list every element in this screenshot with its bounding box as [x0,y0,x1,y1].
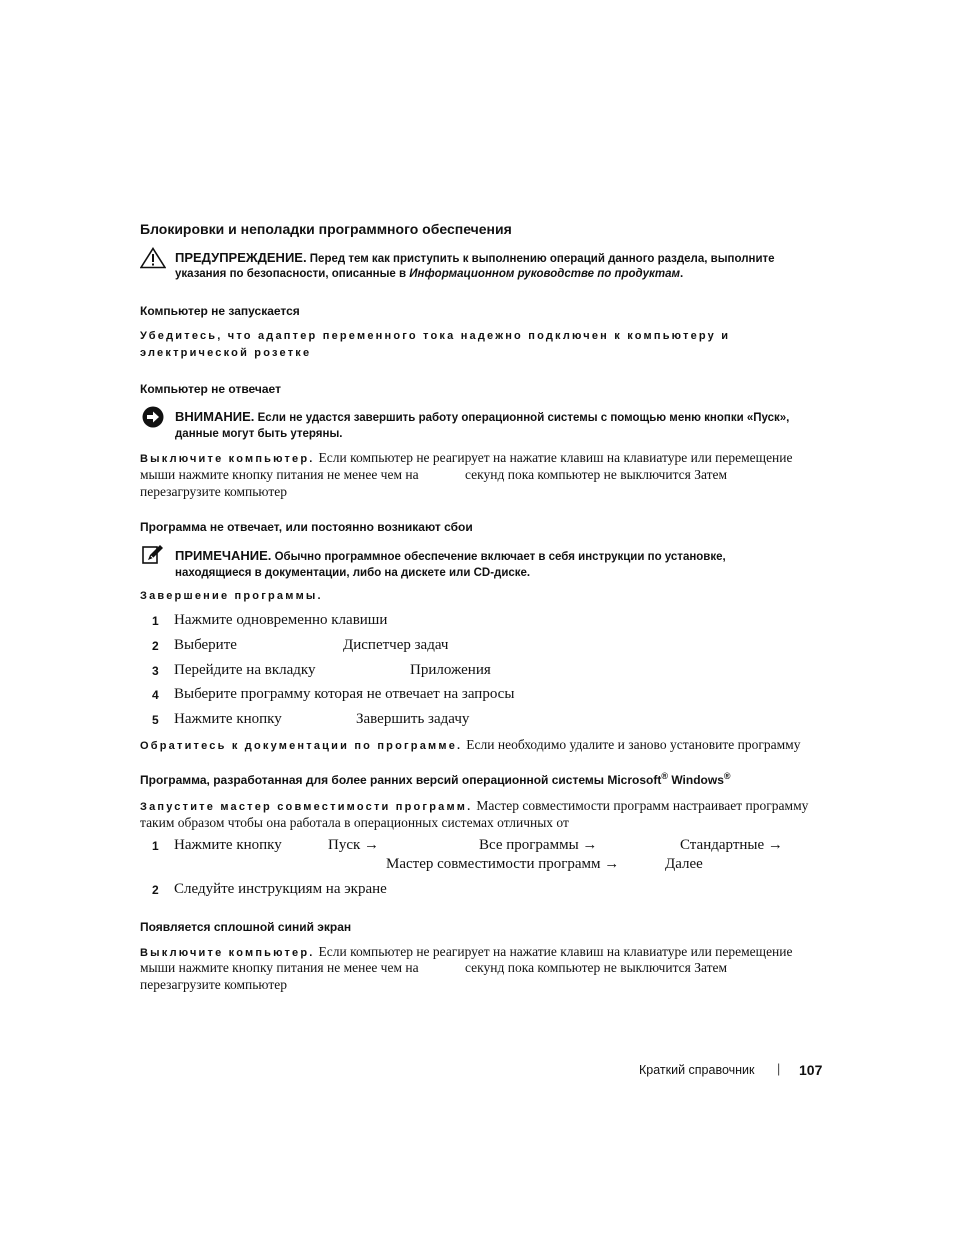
notice-arrow-icon [142,406,164,428]
step-text: Выберите [174,637,237,653]
step-term: Диспетчер задач [343,637,449,653]
s5-action: Выключите компьютер. [140,947,315,959]
footer-separator: | [777,1062,781,1076]
section-title: Блокировки и неполадки программного обеспечения [140,221,512,237]
warning-text-2c: . [680,268,684,280]
s2-p2b: секунд пока компьютер не выключится Затем [465,467,728,482]
step-text: Нажмите одновременно клавиши [174,612,388,628]
s5-p2a: мыши нажмите кнопку питания не менее чем на [140,960,419,975]
s4-title-text: Программа, разработанная для более ранних версий операционной системы Microsoft [140,773,662,787]
s1-title: Компьютер не запускается [140,304,300,318]
step-number: 1 [152,614,159,628]
warning-triangle-icon [140,247,166,269]
step-text: Выберите программу которая не отвечает на запросы [174,686,515,702]
notice-line-1 [175,409,789,424]
warning-text-2b: Информационном руководстве по продуктам [409,268,680,280]
warning-line-1 [175,250,775,265]
s4-reg-2: ® [723,771,731,781]
note-text-2: находящиеся в документации, либо на дискете или CD-диске. [175,567,531,579]
s2-p1: Если компьютер не реагирует на нажатие клавиш на клавиатуре или перемещение [318,450,793,465]
warning-line-2 [175,268,683,280]
s1-line-2: электрической розетке [140,347,312,359]
s3-title: Программа не отвечает, или постоянно возникают сбои [140,520,473,534]
step-number: 4 [152,688,159,702]
s3-doc-line [140,736,800,754]
s5-p1: Если компьютер не реагирует на нажатие клавиш на клавиатуре или перемещение [318,944,793,959]
notice-text-2: данные могут быть утеряны. [175,428,343,440]
step-term: Далее [665,856,703,872]
step-number: 1 [152,839,159,853]
step-text: Перейдите на вкладку [174,662,316,678]
step-term: Стандартные → [680,837,783,853]
notice-text-1: Если не удастся завершить работу операционной системы с помощью меню кнопки «Пуск», [257,412,790,424]
s4-reg-1: ® [661,771,668,781]
warning-label: ПРЕДУПРЕЖДЕНИЕ. [175,250,307,265]
notice-label: ВНИМАНИЕ. [175,409,255,424]
s2-p3: перезагрузите компьютер [140,484,287,499]
s5-para-line-1 [140,943,793,961]
s5-p3: перезагрузите компьютер [140,977,287,992]
page-number: 107 [799,1062,823,1078]
s4-title-mid: Windows [667,773,724,787]
s2-para-line-1 [140,449,793,467]
s4-para-line-1 [140,797,808,815]
note-line-1 [175,548,726,563]
step-number: 2 [152,639,159,653]
step-text: Нажмите кнопку [174,711,282,727]
step-number: 3 [152,664,159,678]
step-number: 2 [152,883,159,897]
s3-doc-text: Если необходимо удалите и заново установите программу [466,737,801,752]
s2-title: Компьютер не отвечает [140,382,281,396]
step-number: 5 [152,713,159,727]
step-term: Пуск → [328,837,380,853]
s3-action: Завершение программы. [140,590,323,602]
step-term: Мастер совместимости программ → [386,856,620,872]
s5-p2b: секунд пока компьютер не выключится Затем [465,960,728,975]
note-text-1: Обычно программное обеспечение включает в себя инструкции по установке, [274,551,726,563]
s3-doc-action: Обратитесь к документации по программе. [140,740,463,752]
note-label: ПРИМЕЧАНИЕ. [175,548,272,563]
step-term: Завершить задачу [356,711,470,727]
s1-line-1: Убедитесь, что адаптер переменного тока надежно подключен к компьютеру и [140,330,731,342]
s4-action: Запустите мастер совместимости программ. [140,801,473,813]
warning-text-1: Перед тем как приступить к выполнению операций данного раздела, выполните [309,253,775,265]
s4-title [140,771,731,787]
warning-text-2a: указания по безопасности, описанные в [175,268,410,280]
note-pencil-icon [142,544,164,566]
s4-p2: таким образом чтобы она работала в операционных системах отличных от [140,815,569,830]
footer-label: Краткий справочник [639,1063,755,1077]
step-text: Нажмите кнопку [174,837,282,853]
s2-action: Выключите компьютер. [140,453,315,465]
step-text: Следуйте инструкциям на экране [174,881,387,897]
s5-title: Появляется сплошной синий экран [140,920,352,934]
step-term: Все программы → [479,837,598,853]
s2-p2a: мыши нажмите кнопку питания не менее чем на [140,467,419,482]
s4-p1: Мастер совместимости программ настраивает программу [476,798,809,813]
step-term: Приложения [410,662,491,678]
